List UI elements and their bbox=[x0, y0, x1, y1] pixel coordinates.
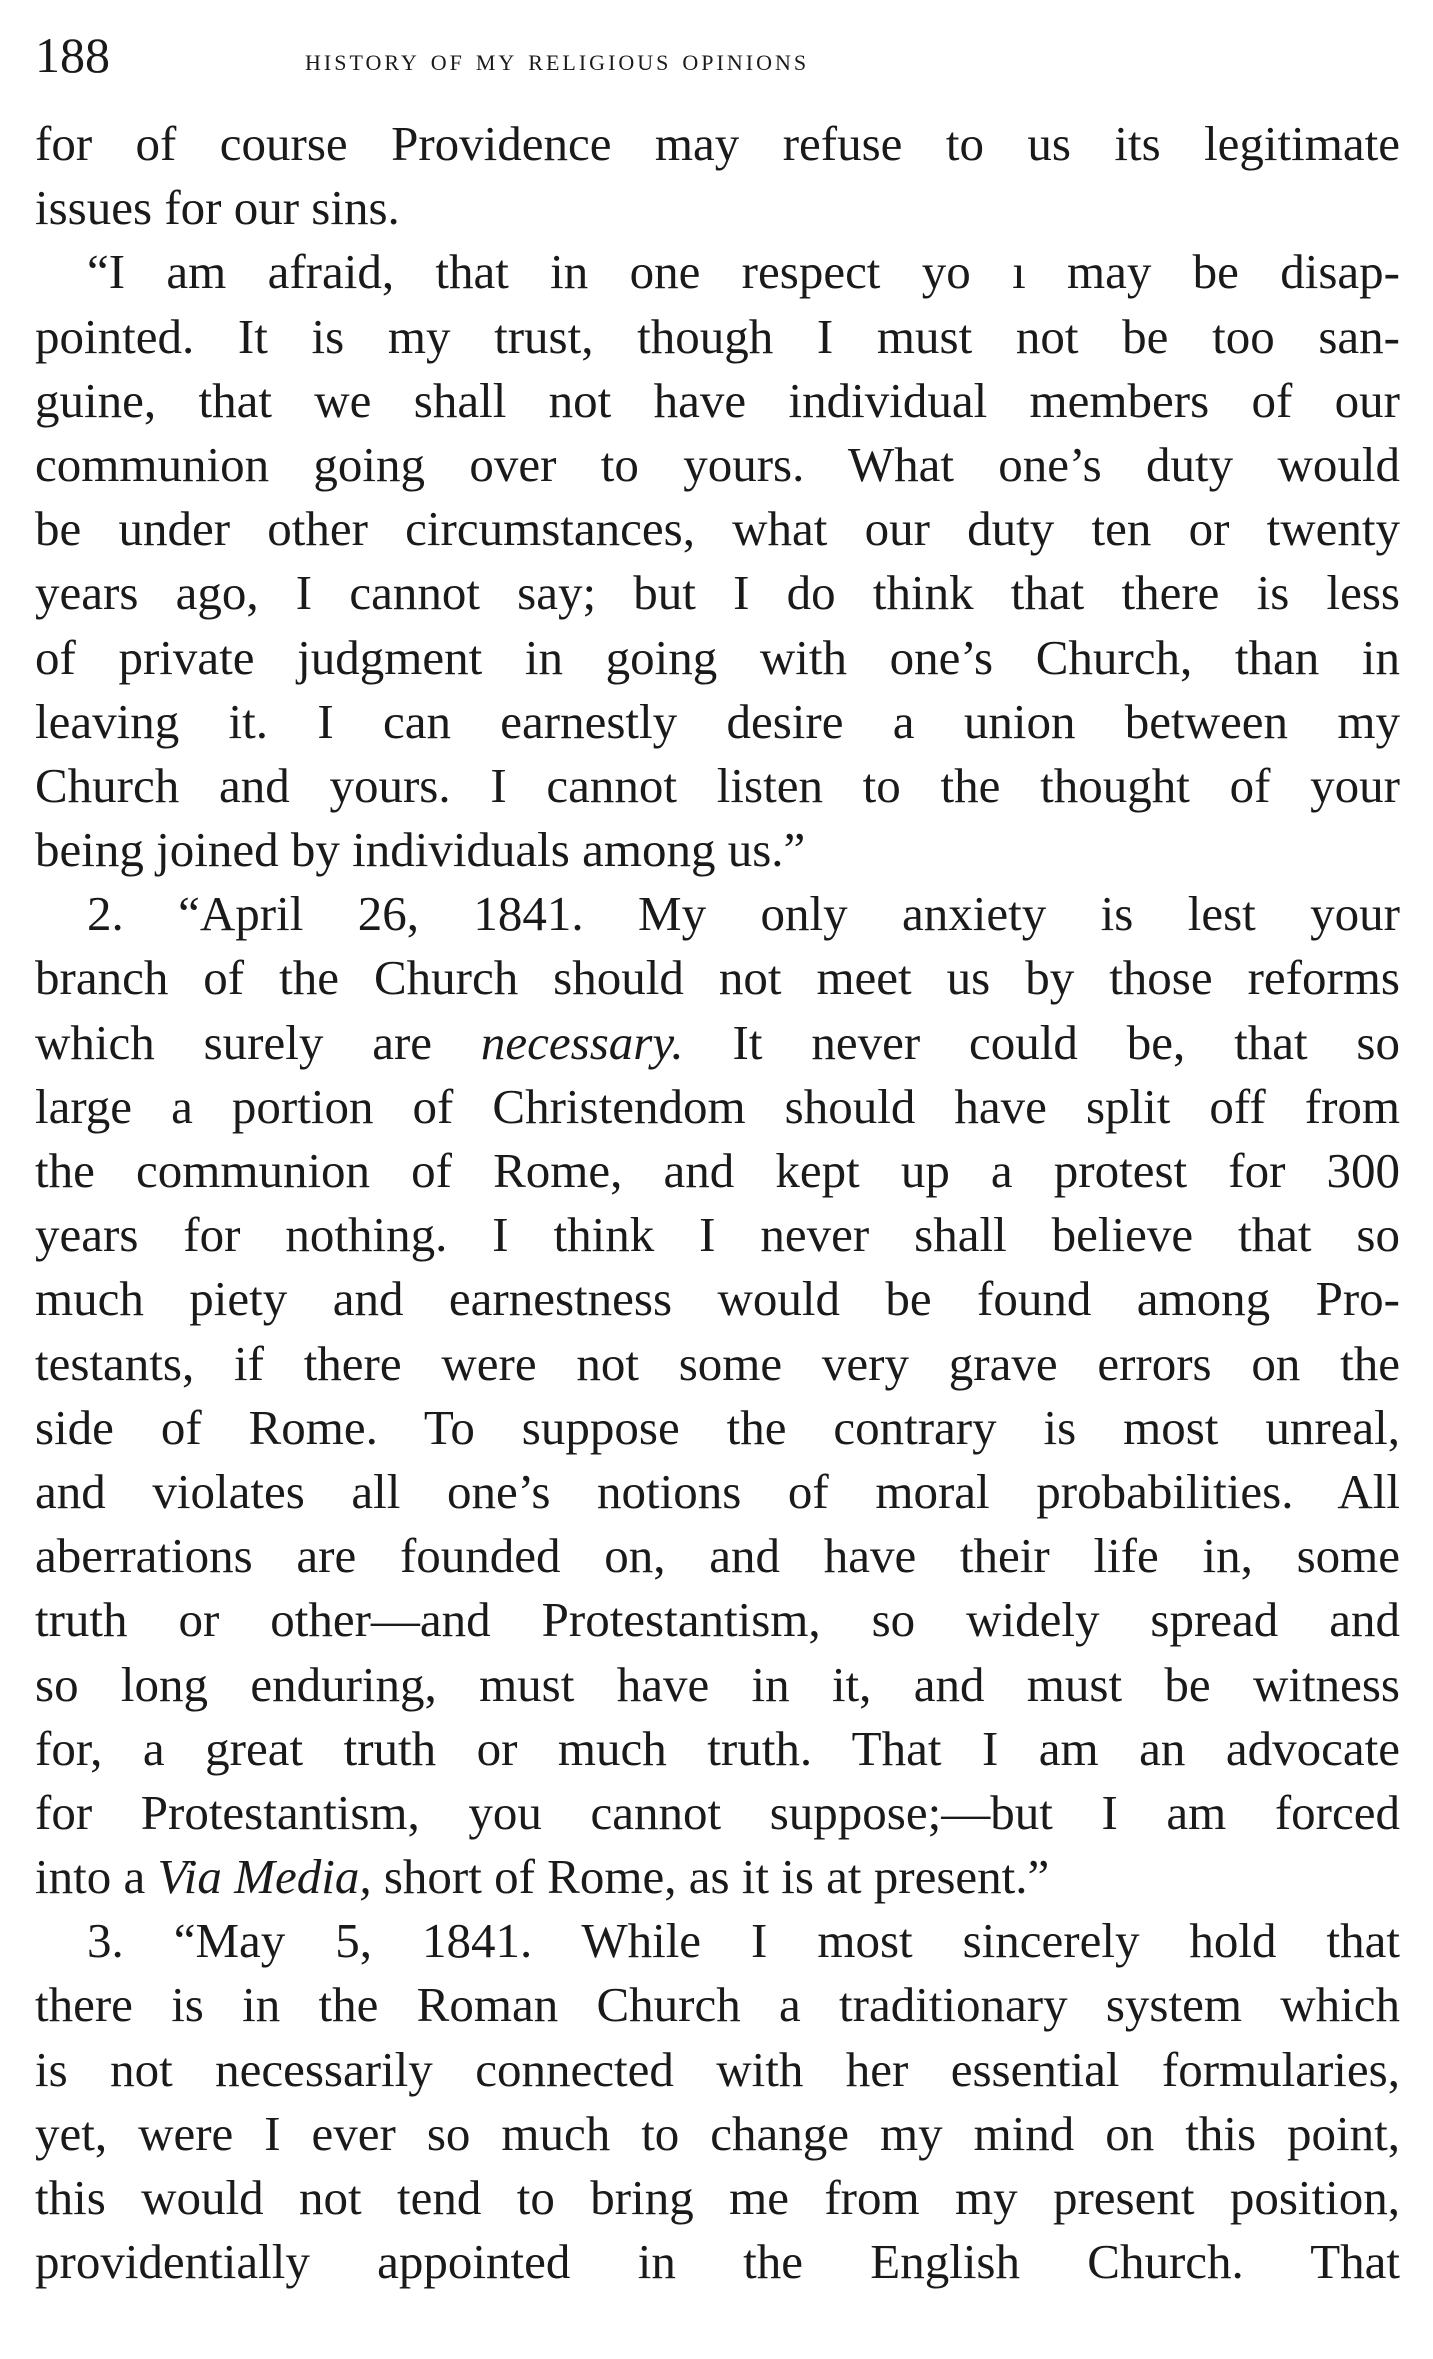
text-line: testants, if there were not some very grave errors on the bbox=[35, 1335, 1400, 1391]
text-line: issues for our sins. bbox=[35, 180, 400, 236]
text-run: into a bbox=[35, 1849, 158, 1905]
text-line: yet, were I ever so much to change my mind on this point, bbox=[35, 2105, 1400, 2161]
text-line: pointed. It is my trust, though I must not be too san- bbox=[35, 308, 1400, 364]
text-line: much piety and earnestness would be found among Pro- bbox=[35, 1271, 1400, 1327]
text-line: “I am afraid, that in one respect yo ı may be disap- bbox=[87, 244, 1400, 300]
text-line bbox=[35, 1011, 1400, 1075]
text-line: 3. “May 5, 1841. While I most sincerely hold that bbox=[87, 1913, 1400, 1969]
text-line bbox=[35, 1845, 1400, 1909]
text-line: this would not tend to bring me from my present position, bbox=[35, 2170, 1400, 2225]
body-text bbox=[35, 112, 1400, 2294]
text-line: truth or other—and Protestantism, so widely spread and bbox=[35, 1592, 1400, 1648]
text-line: of private judgment in going with one’s Church, than in bbox=[35, 629, 1400, 685]
text-line: Church and yours. I cannot listen to the thought of your bbox=[35, 757, 1400, 813]
text-line: side of Rome. To suppose the contrary is most unreal, bbox=[35, 1399, 1400, 1455]
italic-text: Via Media, bbox=[157, 1849, 372, 1905]
book-page bbox=[35, 20, 1400, 2294]
text-line: is not necessarily connected with her essential formularies, bbox=[35, 2041, 1400, 2097]
text-run: short of Rome, as it is at present.” bbox=[371, 1849, 1050, 1905]
text-line: there is in the Roman Church a traditionary system which bbox=[35, 1977, 1400, 2033]
text-line: branch of the Church should not meet us by those reforms bbox=[35, 950, 1400, 1006]
text-line: the communion of Rome, and kept up a protest for 300 bbox=[35, 1143, 1400, 1198]
text-line: for Protestantism, you cannot suppose;—but I am forced bbox=[35, 1784, 1400, 1840]
text-line: be under other circumstances, what our duty ten or twenty bbox=[35, 501, 1400, 557]
page-number: 188 bbox=[35, 27, 110, 83]
text-line: being joined by individuals among us.” bbox=[35, 822, 806, 878]
text-line: so long enduring, must have in it, and must be witness bbox=[35, 1656, 1400, 1712]
text-line: guine, that we shall not have individual members of our bbox=[35, 372, 1400, 428]
text-line: years ago, I cannot say; but I do think that there is less bbox=[35, 565, 1400, 621]
text-line: 2. “April 26, 1841. My only anxiety is lest your bbox=[87, 886, 1400, 942]
text-line: communion going over to yours. What one’s duty would bbox=[35, 436, 1400, 492]
text-line: leaving it. I can earnestly desire a union between my bbox=[35, 693, 1400, 749]
text-line: aberrations are founded on, and have their life in, some bbox=[35, 1528, 1400, 1584]
text-line: providentially appointed in the English Church. That bbox=[35, 2234, 1400, 2290]
text-line: for, a great truth or much truth. That I am an advocate bbox=[35, 1720, 1400, 1776]
text-line: and violates all one’s notions of moral probabilities. All bbox=[35, 1463, 1400, 1519]
text-run: which surely are bbox=[35, 1014, 481, 1070]
running-title: history of my religious opinions bbox=[305, 41, 810, 77]
text-line: large a portion of Christendom should have split off from bbox=[35, 1078, 1400, 1134]
running-head bbox=[35, 20, 1400, 112]
text-line: for of course Providence may refuse to us its legitimate bbox=[35, 116, 1400, 171]
text-run: It never could be, that so bbox=[683, 1014, 1400, 1070]
italic-text: necessary. bbox=[480, 1014, 684, 1070]
text-line: years for nothing. I think I never shall believe that so bbox=[35, 1207, 1400, 1263]
